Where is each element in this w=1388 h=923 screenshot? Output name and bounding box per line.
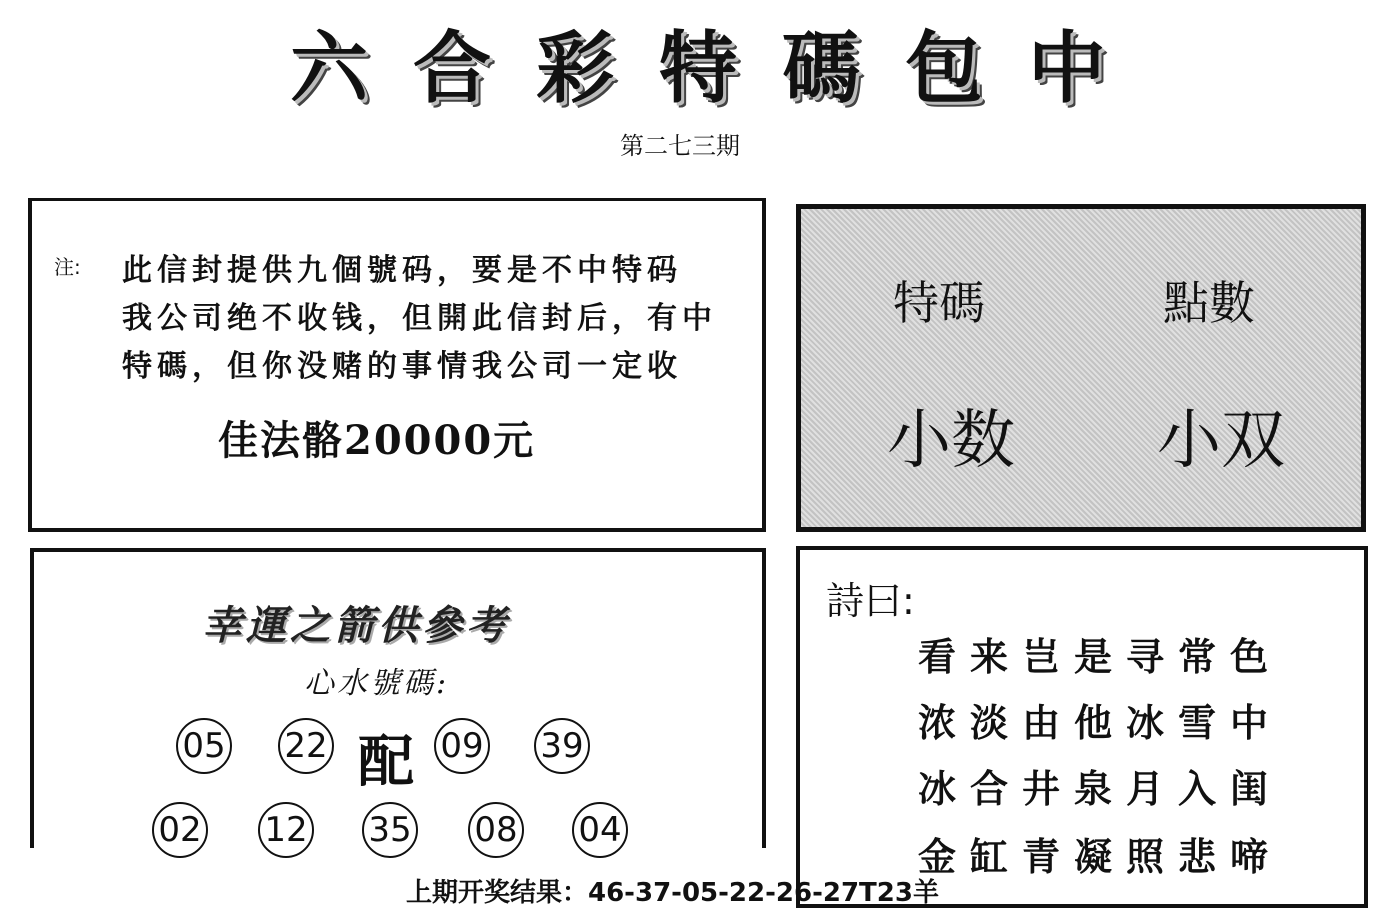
- page-title: [290, 14, 1110, 114]
- note-label: 注:: [54, 255, 81, 279]
- number-ball: 12: [258, 802, 314, 858]
- lucky-subtitle: 心水號碼:: [304, 666, 450, 701]
- note-line: 我公司绝不收钱，但開此信封后，有中: [122, 301, 717, 336]
- special-code-panel: [796, 204, 1366, 532]
- number-ball: 04: [572, 802, 628, 858]
- number-ball: 39: [534, 718, 590, 774]
- code-value-right: 小双: [1157, 404, 1285, 478]
- code-head-special: 特碼: [893, 276, 985, 330]
- poem-line: 浓淡由他冰雪中: [918, 700, 1283, 745]
- number-ball: 08: [468, 802, 524, 858]
- code-head-points: 點數: [1163, 276, 1255, 330]
- note-line: 此信封提供九個號码，要是不中特码: [122, 253, 682, 288]
- pei-char: 配: [358, 729, 414, 795]
- note-panel: [28, 198, 766, 532]
- title-char: 包: [904, 22, 987, 114]
- number-ball: 22: [278, 718, 334, 774]
- number-ball: 09: [434, 718, 490, 774]
- title-char: 碼: [781, 22, 864, 114]
- title-char: 合: [412, 22, 495, 114]
- poem-line: 冰合井泉月入闺: [918, 766, 1283, 811]
- title-char: 特: [658, 22, 741, 114]
- fine-amount: 佳法骼20000元: [218, 417, 536, 464]
- note-line: 特碼，但你没赌的事情我公司一定收: [122, 349, 682, 384]
- lucky-title: 幸運之箭供參考: [202, 602, 510, 649]
- title-char: 六: [290, 22, 373, 114]
- poem-line: 看来岂是寻常色: [918, 634, 1283, 679]
- poem-panel: [796, 546, 1368, 908]
- last-draw-result: 上期开奖结果：46-37-05-22-26-27T23羊: [406, 878, 939, 908]
- lucky-numbers-panel: [30, 548, 766, 848]
- code-value-left: 小数: [887, 404, 1015, 478]
- title-char: 中: [1027, 22, 1110, 114]
- issue-number: 第二七三期: [620, 132, 740, 160]
- number-ball: 35: [362, 802, 418, 858]
- number-ball: 02: [152, 802, 208, 858]
- poem-label: 詩曰:: [826, 579, 915, 623]
- poem-line: 金缸青凝照悲啼: [918, 834, 1283, 879]
- number-ball: 05: [176, 718, 232, 774]
- title-char: 彩: [535, 22, 618, 114]
